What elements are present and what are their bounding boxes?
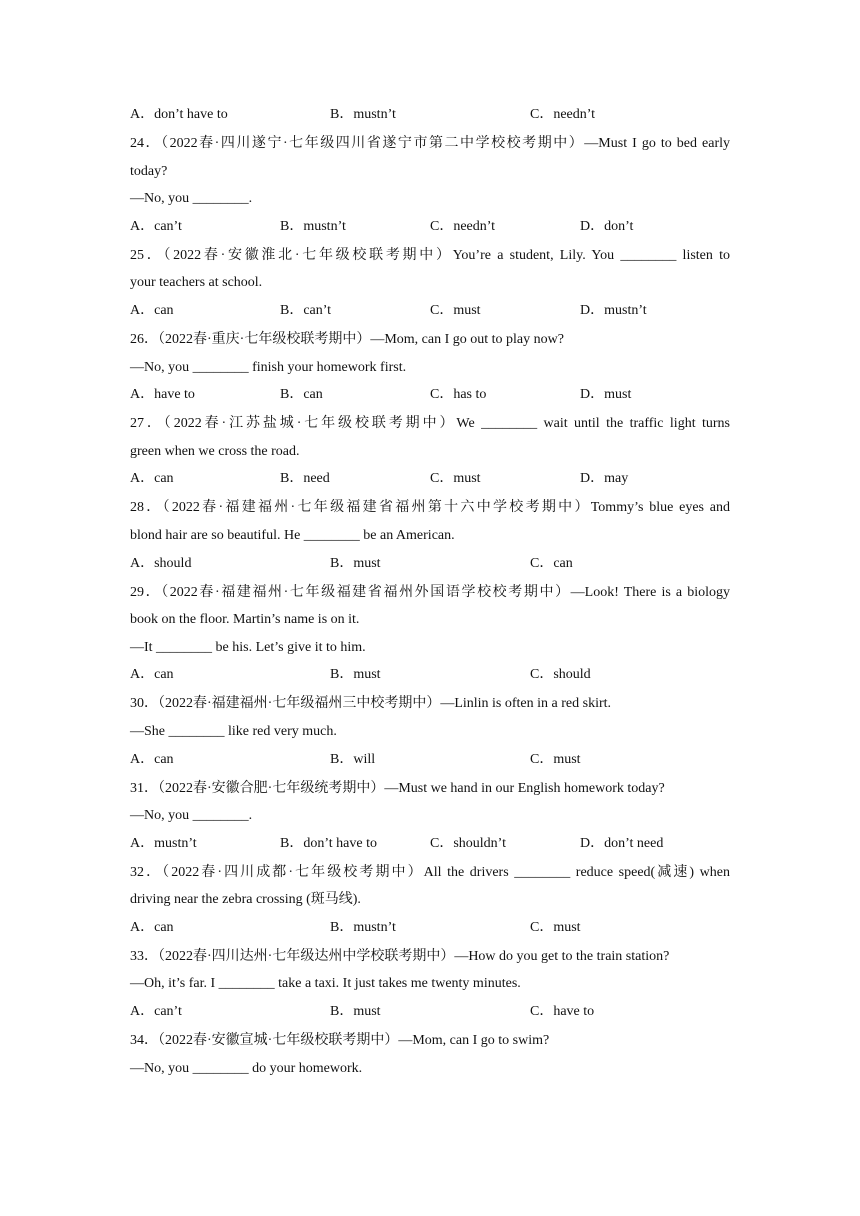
- question-text-line: —No, you ________ finish your homework first.: [130, 359, 407, 375]
- question-text-line: book on the floor. Martin’s name is on it.: [130, 612, 360, 628]
- question-text-line: —It ________ be his. Let’s give it to him.: [130, 639, 366, 655]
- question-stem: 29．（2022春·福建福州·七年级福建省福州外国语学校校考期中）—Look! There is a biology: [130, 584, 730, 600]
- option-a: A．don’t have to: [130, 107, 228, 122]
- question-item: [130, 778, 730, 862]
- option-d: D．may: [580, 471, 629, 487]
- question-stem: 31．（2022春·安徽合肥·七年级统考期中）—Must we hand in our English homework today?: [130, 780, 665, 796]
- option-a: A．can’t: [130, 1004, 182, 1020]
- option-c: C．must: [530, 919, 581, 935]
- option-c: C．needn’t: [530, 107, 596, 122]
- option-a: A．can: [130, 471, 174, 487]
- question-item: [130, 133, 730, 245]
- option-c: C．have to: [530, 1004, 595, 1020]
- options-row: [130, 749, 730, 778]
- options-row: [130, 468, 730, 497]
- question-stem: 28．（2022春·福建福州·七年级福建省福州第十六中学校考期中）Tommy’s blue eyes and: [130, 500, 730, 516]
- question-text-line: —Oh, it’s far. I ________ take a taxi. It just takes me twenty minutes.: [130, 976, 521, 992]
- question-text-line: today?: [130, 163, 168, 179]
- question-item: [130, 329, 730, 413]
- question-text-line: —No, you ________ do your homework.: [130, 1060, 363, 1076]
- question-text-line: —No, you ________.: [130, 191, 253, 207]
- option-c: C．should: [530, 667, 591, 683]
- options-row: [130, 553, 730, 582]
- option-a: A．have to: [130, 387, 195, 403]
- option-a: A．should: [130, 555, 192, 571]
- question-stem: 25．（2022春·安徽淮北·七年级校联考期中）You’re a student, Lily. You ________ listen to: [130, 247, 730, 263]
- option-a: A．can: [130, 667, 174, 683]
- option-a: A．can: [130, 302, 174, 318]
- option-b: B．can: [280, 387, 323, 403]
- question-stem: 26．（2022春·重庆·七年级校联考期中）—Mom, can I go out to play now?: [130, 331, 564, 347]
- options-row: [130, 384, 730, 413]
- options-row: [130, 664, 730, 693]
- question-text-line: driving near the zebra crossing (斑马线).: [130, 892, 361, 908]
- options-row: [130, 917, 730, 946]
- option-a: A．mustn’t: [130, 835, 197, 851]
- option-b: B．will: [330, 751, 376, 767]
- option-c: C．needn’t: [430, 218, 496, 234]
- option-b: B．must: [330, 555, 381, 571]
- question-item: [130, 1030, 730, 1085]
- options-row: [130, 300, 730, 329]
- option-c: C．has to: [430, 387, 487, 403]
- option-a: A．can’t: [130, 218, 182, 234]
- exam-page: [130, 104, 730, 1085]
- option-c: C．can: [530, 555, 573, 571]
- question-stem: 34．（2022春·安徽宣城·七年级校联考期中）—Mom, can I go to swim?: [130, 1033, 550, 1049]
- option-d: D．don’t need: [580, 835, 664, 851]
- options-row: [130, 1001, 730, 1030]
- options-row: [130, 833, 730, 862]
- options-row: [130, 216, 730, 245]
- question-text-line: green when we cross the road.: [130, 443, 300, 459]
- question-item: [130, 693, 730, 777]
- option-a: A．can: [130, 751, 174, 767]
- option-c: C．shouldn’t: [430, 835, 506, 851]
- option-b: B．mustn’t: [280, 218, 346, 234]
- option-b: B．must: [330, 1004, 381, 1020]
- option-a: A．can: [130, 919, 174, 935]
- option-b: B．must: [330, 667, 381, 683]
- question-item: [130, 497, 730, 581]
- option-b: B．don’t have to: [280, 835, 377, 851]
- question-text-line: your teachers at school.: [130, 275, 263, 291]
- option-c: C．must: [530, 751, 581, 767]
- question-list: [130, 133, 730, 1085]
- option-d: D．don’t: [580, 218, 634, 234]
- question-item: [130, 862, 730, 946]
- question-item: [130, 582, 730, 694]
- option-b: B．need: [280, 471, 330, 487]
- option-d: D．mustn’t: [580, 302, 647, 318]
- option-b: B．mustn’t: [330, 919, 396, 935]
- option-c: C．must: [430, 471, 481, 487]
- option-c: C．must: [430, 302, 481, 318]
- options-row-23: [130, 104, 730, 133]
- option-b: B．mustn’t: [330, 107, 396, 122]
- question-text-line: —No, you ________.: [130, 808, 253, 824]
- question-stem: 32．（2022春·四川成都·七年级校考期中）All the drivers ________ reduce speed(减速) when: [130, 864, 730, 880]
- question-text-line: blond hair are so beautiful. He ________ be an American.: [130, 527, 455, 543]
- question-item: [130, 413, 730, 497]
- option-b: B．can’t: [280, 302, 332, 318]
- question-item: [130, 946, 730, 1030]
- question-stem: 30．（2022春·福建福州·七年级福州三中校考期中）—Linlin is often in a red skirt.: [130, 696, 612, 712]
- question-stem: 33．（2022春·四川达州·七年级达州中学校联考期中）—How do you get to the train station?: [130, 948, 670, 964]
- question-text-line: —She ________ like red very much.: [130, 723, 337, 739]
- question-stem: 24．（2022春·四川遂宁·七年级四川省遂宁市第二中学校校考期中）—Must I go to bed early: [130, 136, 730, 151]
- question-item: [130, 245, 730, 329]
- option-d: D．must: [580, 387, 632, 403]
- question-stem: 27．（2022春·江苏盐城·七年级校联考期中）We ________ wait until the traffic light turns: [130, 416, 730, 432]
